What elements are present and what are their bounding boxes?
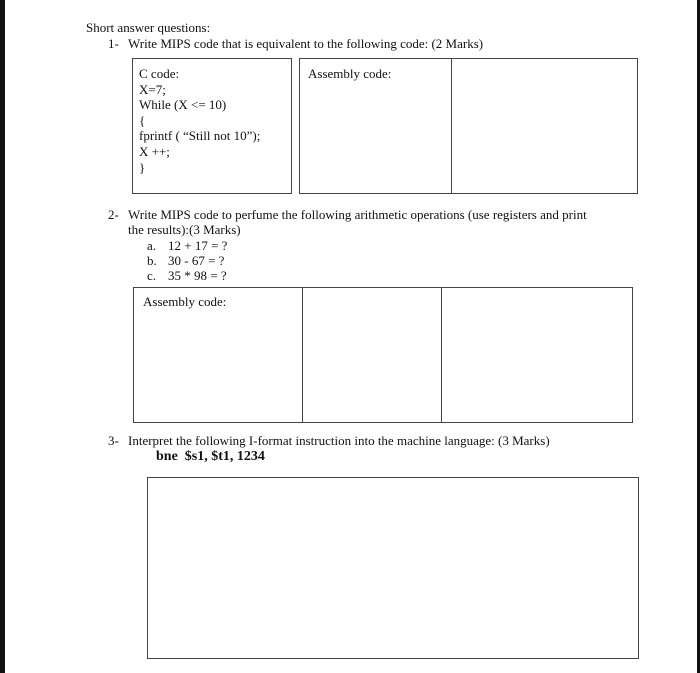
q1-c-code-box	[132, 58, 292, 194]
q1-text: Write MIPS code that is equivalent to the following code: (2 Marks)	[128, 36, 484, 51]
q2-item-c-expr: 35 * 98 = ?	[168, 268, 227, 283]
q2-column-divider-1	[302, 288, 303, 422]
q3-number: 3-	[108, 433, 119, 448]
c-code-line: fprintf ( “Still not 10”);	[139, 128, 261, 144]
c-code-line: X=7;	[139, 81, 166, 97]
c-code-line: While (X <= 10)	[139, 97, 227, 113]
page-left-edge	[0, 0, 5, 673]
q2-item-a-marker: a.	[147, 238, 157, 253]
q1-assembly-label: Assembly code:	[308, 66, 392, 81]
q2-answer-box	[133, 287, 633, 423]
q2-column-divider-2	[441, 288, 442, 422]
c-code-line: X ++;	[139, 143, 170, 159]
q1-number: 1-	[108, 36, 119, 51]
q1-assembly-box	[299, 58, 638, 194]
q2-number: 2-	[108, 207, 119, 222]
q1-column-divider	[451, 59, 452, 193]
q3-answer-box	[147, 477, 639, 659]
q2-item-a-expr: 12 + 17 = ?	[168, 238, 228, 253]
c-code-line: {	[139, 112, 146, 128]
q2-item-c-marker: c.	[147, 268, 157, 283]
c-code-line: C code:	[139, 66, 180, 81]
c-code-line: }	[139, 159, 146, 175]
q1-c-code	[139, 66, 260, 175]
q2-text-line1: Write MIPS code to perfume the following arithmetic operations (use registers and print	[128, 207, 587, 222]
section-heading: Short answer questions:	[86, 20, 211, 35]
q3-instruction: bne $s1, $t1, 1234	[156, 449, 265, 464]
q3-text: Interpret the following I-format instruction into the machine language: (3 Marks)	[128, 433, 550, 448]
q2-assembly-label: Assembly code:	[143, 294, 227, 309]
q2-item-b-expr: 30 - 67 = ?	[168, 253, 225, 268]
q2-text-line2: the results):(3 Marks)	[128, 222, 241, 237]
q2-item-b-marker: b.	[147, 253, 157, 268]
